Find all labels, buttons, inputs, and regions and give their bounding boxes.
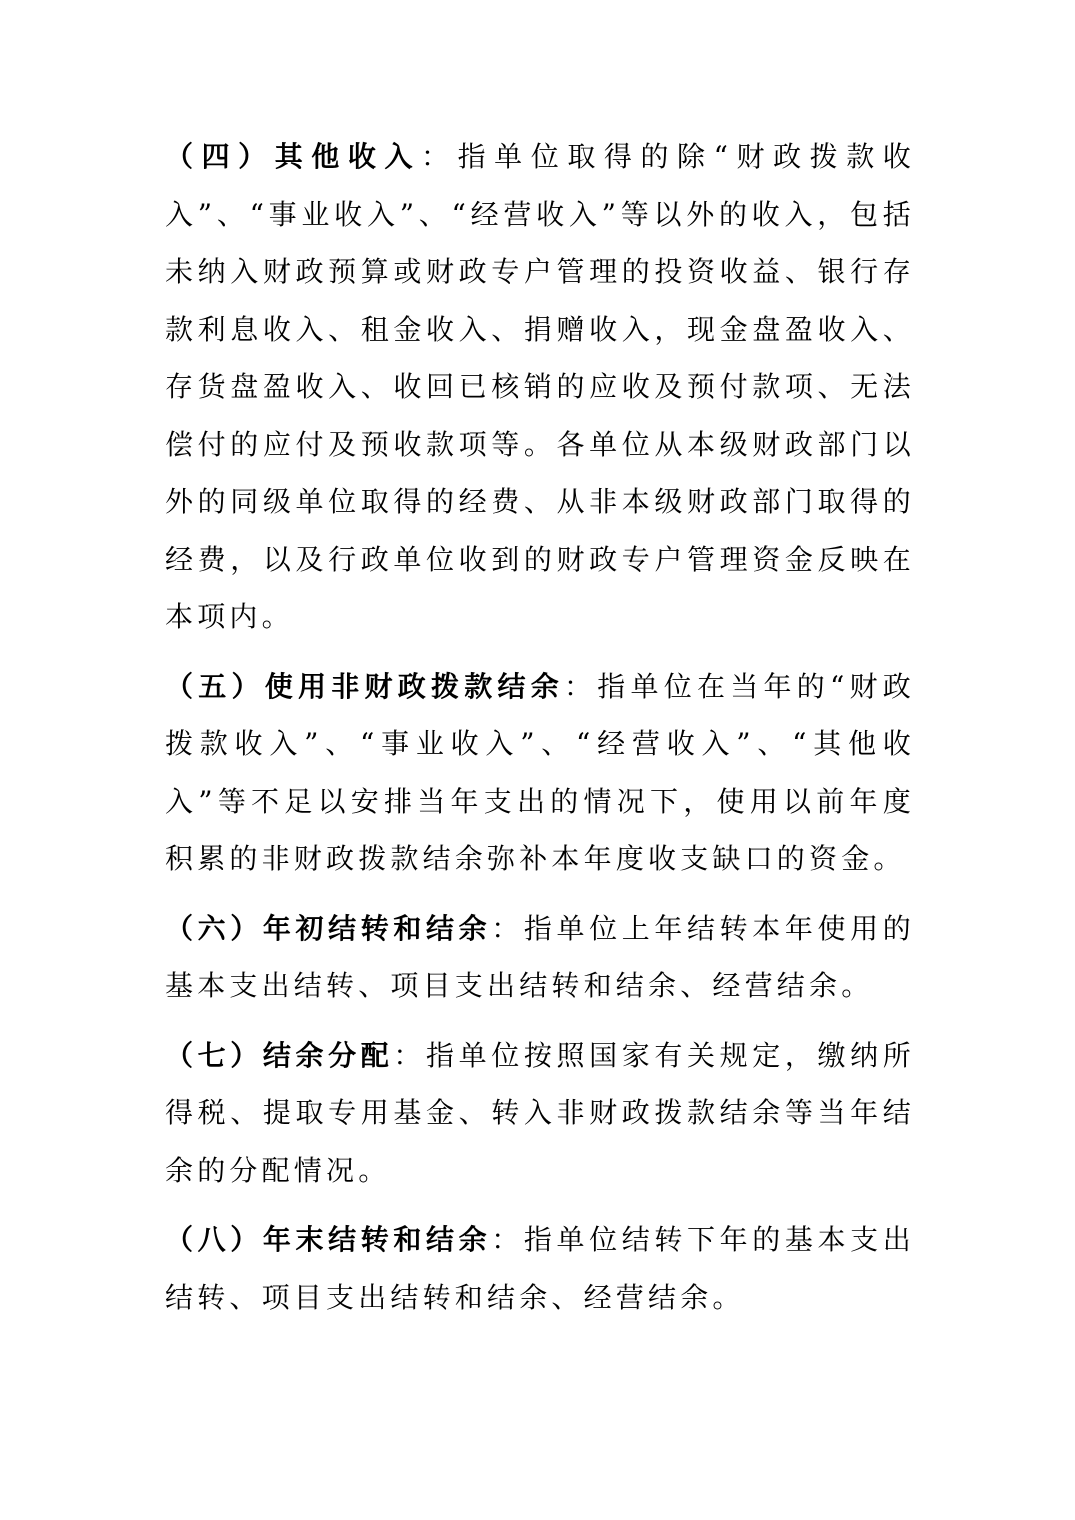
term-opening-balance: （六）年初结转和结余: [165, 911, 492, 945]
paragraph-body: 指单位结转下年的基本支出结转、项目支出结转和结余、经营结余。: [165, 1223, 915, 1314]
paragraph-body: 指单位在当年的“财政拨款收入”、“事业收入”、“经营收入”、“其他收入”等不足以安排当年支出的情况下，使用以前年度积累的非财政拨款结余弥补本年度收支缺口的资金。: [165, 669, 915, 875]
paragraph-body: 指单位上年结转本年使用的基本支出结转、项目支出结转和结余、经营结余。: [165, 911, 915, 1002]
term-separator: ：: [563, 669, 598, 703]
term-separator: ：: [421, 140, 458, 173]
term-separator: ：: [393, 1038, 427, 1072]
term-other-income: （四）其他收入: [165, 140, 422, 173]
term-closing-balance: （八）年末结转和结余: [165, 1223, 492, 1256]
term-non-fiscal-balance: （五）使用非财政拨款结余: [165, 669, 564, 703]
paragraph-other-income: [165, 128, 915, 646]
paragraph-body: 指单位取得的除“财政拨款收入”、“事业收入”、“经营收入”等以外的收入，包括未纳入财政预算或财政专户管理的投资收益、银行存款利息收入、租金收入、捐赠收入，现金盘盈收入、存货盘盈收入、收回已核销的应收及预付款项、无法偿付的应付及预收款项等。各单位从本级财政部门以外的同级单位取得的经费、从非本级财政部门取得的经费，以及行政单位收到的财政专户管理资金反映在本项内。: [165, 140, 915, 633]
paragraph-body: 指单位按照国家有关规定，缴纳所得税、提取专用基金、转入非财政拨款结余等当年结余的分配情况。: [165, 1038, 915, 1187]
term-separator: ：: [491, 1223, 524, 1256]
term-separator: ：: [491, 911, 524, 945]
paragraph-opening-balance: [165, 900, 915, 1015]
document-page: [165, 128, 915, 1326]
paragraph-closing-balance: [165, 1211, 915, 1326]
paragraph-surplus-distribution: [165, 1027, 915, 1200]
term-surplus-distribution: （七）结余分配: [165, 1038, 394, 1072]
paragraph-non-fiscal-balance: [165, 658, 915, 888]
